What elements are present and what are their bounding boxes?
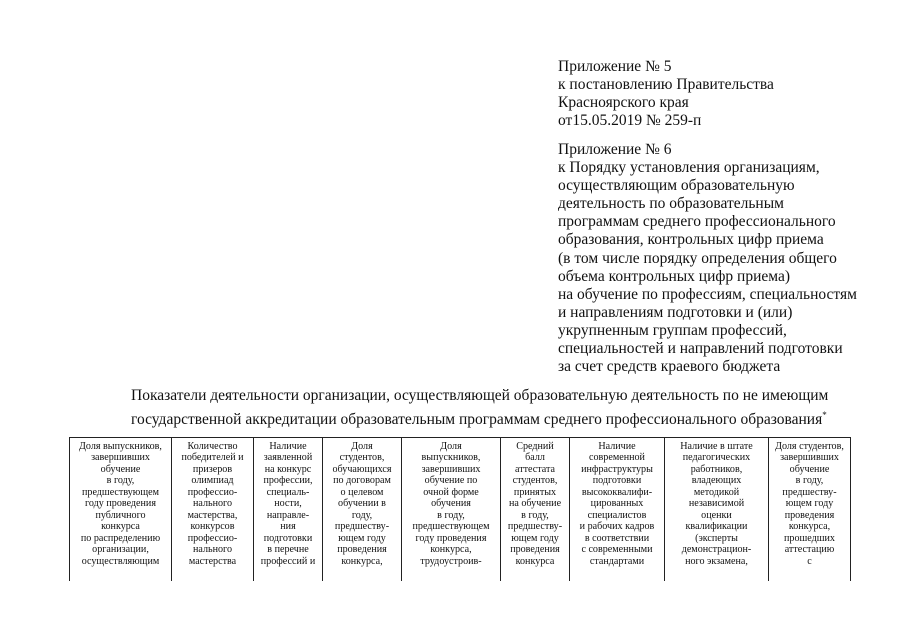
appendix-6-line: специальностей и направлений подготовки [558, 340, 843, 358]
appendix-6-line: к Порядку установления организациям, [558, 159, 820, 177]
table-header-cell [172, 438, 254, 582]
appendix-6-line: и направлениям подготовки и (или) [558, 303, 793, 321]
table-header-cell [570, 438, 665, 582]
header-cell-line: владеющих [691, 475, 742, 487]
header-cell-line: ющем году [511, 532, 559, 544]
header-cell-line: Количество [187, 441, 238, 452]
header-cell-line: специаль- [266, 486, 310, 498]
header-cell-line: оценки [701, 509, 732, 521]
header-cell-line: мастерства, [187, 509, 238, 521]
table-header-cell [769, 438, 851, 582]
header-cell-line: Наличие в штате [680, 441, 753, 452]
appendix-6-line: образования, контрольных цифр приема [558, 231, 824, 249]
header-cell-line: в перечне [267, 544, 309, 556]
appendix-6-line: за счет средств краевого бюджета [558, 358, 781, 376]
header-cell-line: победителей и [181, 452, 244, 464]
header-cell-line: предшествующем [412, 521, 490, 533]
footnote-mark: * [822, 409, 827, 420]
header-cell-line: нального [193, 544, 232, 556]
table-header-cell [665, 438, 769, 582]
header-cell-line: профессио- [187, 532, 238, 544]
header-cell-line: предшеству- [782, 486, 837, 498]
header-cell-line: году проведения [85, 498, 156, 510]
title-line-1: Показатели деятельности организации, осуществляющей образовательную деятельность по не имеющим [131, 387, 829, 404]
header-cell-line: квалификации [685, 521, 748, 533]
header-cell-line: в году, [437, 509, 465, 521]
appendix-6-line: на обучение по профессиям, специальностям [558, 285, 857, 303]
appendix-6-line: осуществляющим образовательную [558, 177, 795, 195]
header-cell-line: ности, [274, 498, 302, 510]
header-cell-line: Доля студентов, [775, 441, 844, 452]
header-cell-line: стандартами [589, 555, 645, 567]
header-cell-line: обучение [100, 463, 141, 475]
header-cell-line: цированных [590, 498, 644, 510]
appendix-5-line: от15.05.2019 № 259-п [558, 112, 702, 130]
header-cell-line: заявленной [263, 452, 313, 464]
header-cell-line: завершивших [780, 452, 839, 464]
table-header-cell [323, 438, 402, 582]
header-cell-line: обучение по [424, 475, 478, 487]
header-cell-line: (эксперты [695, 532, 738, 544]
header-cell-line: обучения [431, 498, 471, 510]
header-cell-line: инфраструктуры [581, 463, 653, 475]
header-cell-line: работников, [690, 463, 743, 475]
header-cell-line: предшеству- [507, 521, 563, 533]
header-cell-line: Доля выпускников, [79, 441, 162, 452]
header-cell-line: студентов, [339, 452, 385, 464]
header-cell-line: современной [589, 452, 645, 464]
table-header-cell [501, 438, 570, 582]
header-cell-line: ного экзамена, [685, 555, 748, 567]
header-cell-line: мастерства [188, 555, 237, 567]
header-cell-line: направле- [266, 509, 310, 521]
header-cell-line: принятых [513, 486, 557, 498]
header-cell-line: публичного [95, 509, 146, 521]
header-cell-line: с современными [581, 544, 653, 556]
header-cell-line: специалистов [587, 509, 647, 521]
header-cell-line: конкурса, [341, 555, 383, 567]
header-cell-line: году, [351, 509, 373, 521]
table-header-cell [70, 438, 172, 582]
table-header-cell [254, 438, 323, 582]
header-cell-line: ющем году [338, 532, 386, 544]
appendix-6-line: Приложение № 6 [558, 141, 672, 158]
header-cell-line: Средний [516, 441, 554, 452]
header-cell-line: году проведения [415, 532, 487, 544]
header-cell-line: балл [525, 452, 545, 464]
header-cell-line: проведения [510, 544, 560, 556]
table-header-row [70, 438, 851, 582]
appendix-6-line: укрупненным группам профессий, [558, 321, 787, 339]
header-cell-line: конкурса [101, 521, 140, 533]
header-cell-line: обучении в [338, 498, 386, 510]
header-cell-line: высококвалифи- [581, 486, 653, 498]
appendix-6-line: программам среднего профессионального [558, 213, 836, 231]
appendix-6-line: деятельность по образовательным [558, 195, 784, 213]
appendix-5-line: Приложение № 5 [558, 58, 672, 75]
header-cell-line: прошедших [784, 532, 835, 544]
indicators-table [69, 437, 851, 581]
header-cell-line: демонстрацион- [681, 544, 752, 556]
header-cell-line: очной форме [423, 486, 479, 498]
header-cell-line: аттестацию [784, 544, 835, 556]
header-cell-line: осуществляющим [81, 555, 160, 567]
header-cell-line: Доля [440, 441, 462, 452]
header-cell-line: методикой [693, 486, 740, 498]
header-cell-line: и рабочих кадров [579, 521, 655, 533]
header-cell-line: завершивших [421, 463, 481, 475]
header-cell-line: трудоустроив- [420, 555, 482, 567]
header-cell-line: завершивших [91, 452, 150, 464]
header-cell-line: по договорам [333, 475, 391, 487]
header-cell-line: призеров [192, 463, 233, 475]
header-cell-line: в году, [106, 475, 135, 487]
header-cell-line: Доля [351, 441, 373, 452]
appendix-6-line: объема контрольных цифр приема) [558, 267, 791, 285]
header-cell-line: предшествующем [82, 486, 159, 498]
header-cell-line: с [807, 555, 812, 567]
header-cell-line: выпускников, [421, 452, 481, 464]
header-cell-line: в соответствии [584, 532, 650, 544]
header-cell-line: обучающихся [332, 463, 392, 475]
header-cell-line: конкурса, [788, 521, 831, 533]
header-cell-line: на обучение [508, 498, 562, 510]
header-cell-line: профессии, [263, 475, 313, 487]
header-cell-line: о целевом [340, 486, 384, 498]
header-cell-line: на конкурс [264, 463, 312, 475]
header-cell-line: независимой [688, 498, 745, 510]
header-cell-line: ния [280, 521, 296, 533]
header-cell-line: профессио- [187, 486, 238, 498]
table-header-cell [402, 438, 501, 582]
header-cell-line: подготовки [263, 532, 313, 544]
header-cell-line: организации, [92, 544, 149, 556]
header-cell-line: предшеству- [334, 521, 390, 533]
appendix-6-line: (в том числе порядку определения общего [558, 249, 837, 267]
header-cell-line: ющем году [785, 498, 834, 510]
header-cell-line: проведения [337, 544, 387, 556]
header-cell-line: по распределению [80, 532, 161, 544]
header-cell-line: аттестата [514, 463, 556, 475]
header-cell-line: Наличие [269, 441, 307, 452]
title-line-2: государственной аккредитации образовательным программам среднего профессионального образования* [131, 409, 827, 428]
header-cell-line: подготовки [592, 475, 642, 487]
header-cell-line: в году, [521, 509, 549, 521]
header-cell-line: конкурса [515, 555, 555, 567]
header-cell-line: педагогических [682, 452, 751, 464]
header-cell-line: олимпиад [191, 475, 234, 487]
header-cell-line: обучение [789, 463, 830, 475]
header-cell-line: конкурсов [190, 521, 235, 533]
header-cell-line: студентов, [512, 475, 558, 487]
header-cell-line: нального [193, 498, 232, 510]
appendix-5-line: Красноярского края [558, 94, 689, 112]
header-cell-line: конкурса, [430, 544, 472, 556]
appendix-5-line: к постановлению Правительства [558, 76, 774, 94]
header-cell-line: профессий и [260, 555, 316, 567]
header-cell-line: Наличие [598, 441, 636, 452]
header-cell-line: проведения [784, 509, 835, 521]
header-cell-line: в году, [795, 475, 824, 487]
